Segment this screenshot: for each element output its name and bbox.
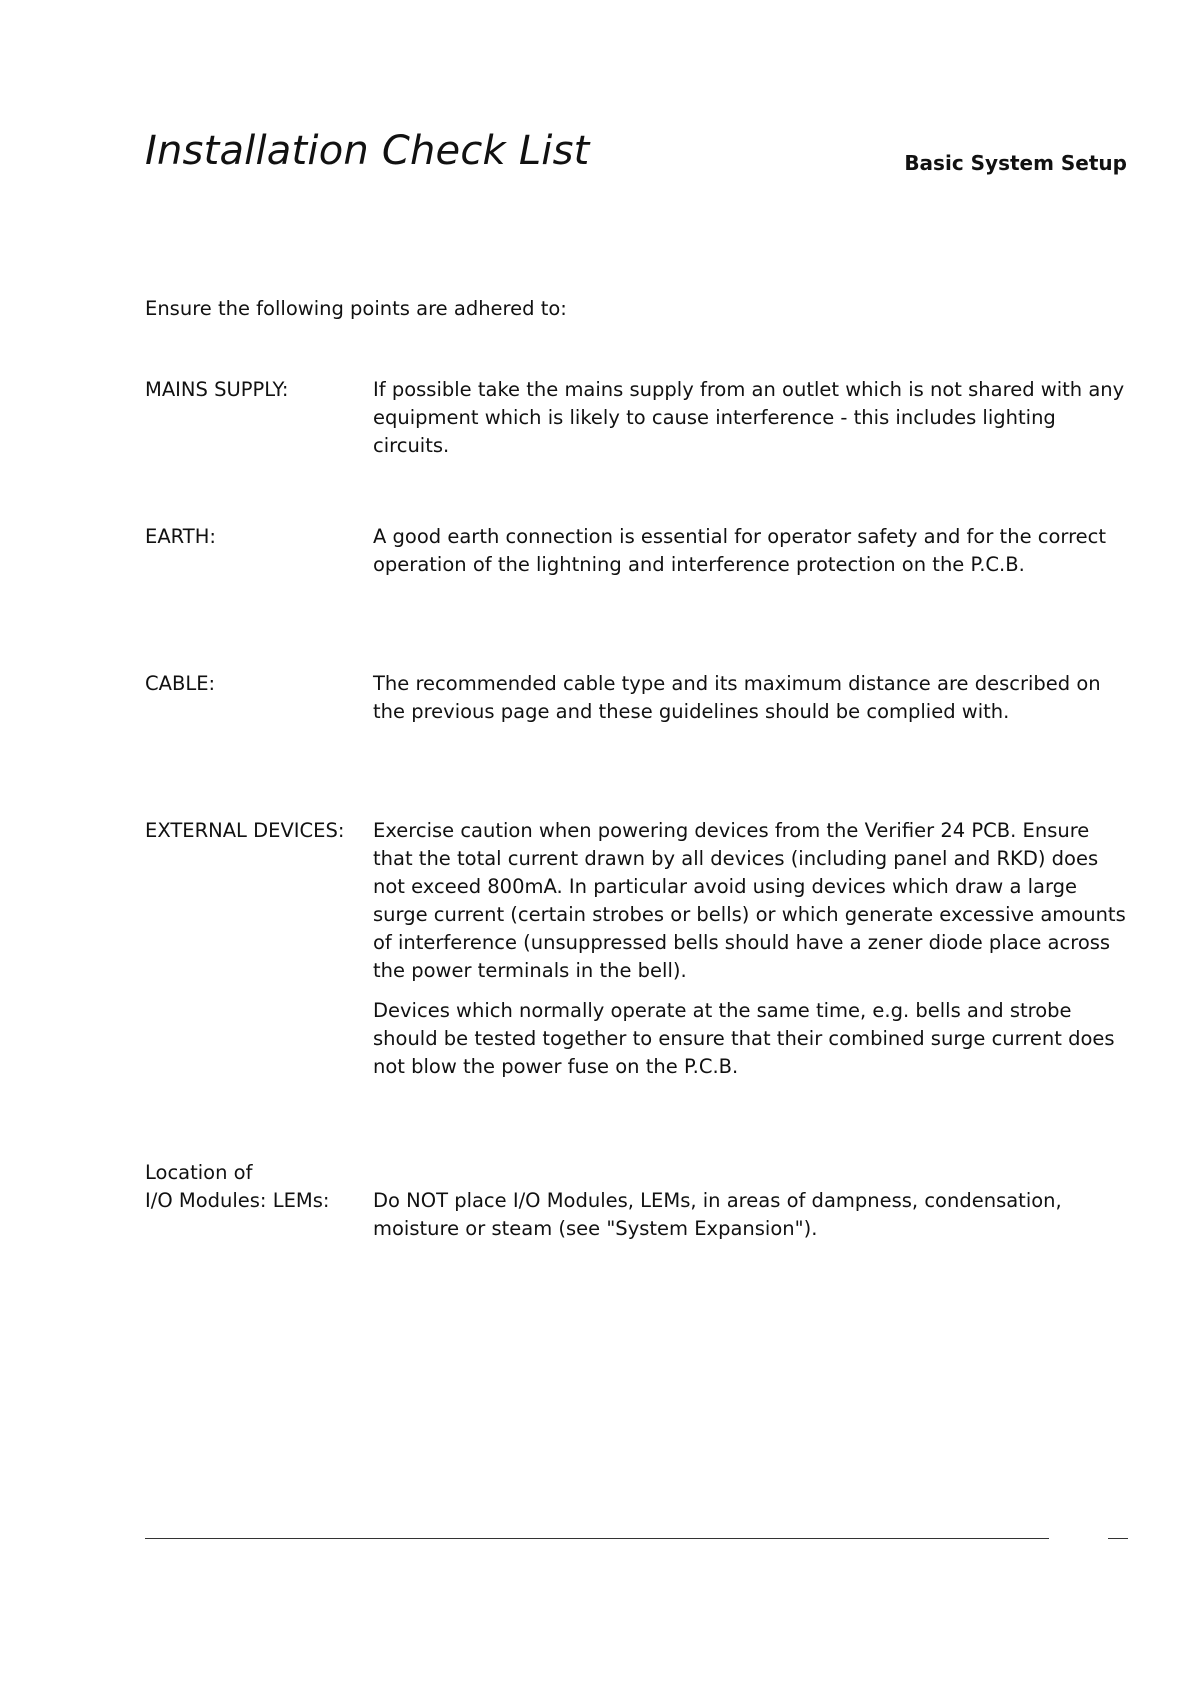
item-body — [373, 376, 1130, 460]
item-paragraph: A good earth connection is essential for operator safety and for the correct operation of the lightning and interference protection on the P.C.B. — [373, 525, 1107, 576]
item-label-line: Location of — [145, 1161, 253, 1184]
item-paragraph: Do NOT place I/O Modules, LEMs, in areas of dampness, condensation, moisture or steam (see "System Expansion"). — [373, 1189, 1062, 1240]
item-paragraph: Devices which normally operate at the same time, e.g. bells and strobe should be tested together to ensure that their combined surge current does not blow the power fuse on the P.C.B. — [373, 999, 1115, 1078]
footer-divider — [145, 1538, 1049, 1539]
item-label: EXTERNAL DEVICES: — [145, 819, 345, 842]
item-label-line: I/O Modules: LEMs: — [145, 1189, 330, 1212]
item-label — [145, 1159, 373, 1243]
section-title: Basic System Setup — [904, 151, 1127, 175]
item-label: MAINS SUPPLY: — [145, 378, 289, 401]
checklist-item-location — [145, 1159, 1130, 1243]
checklist-item-mains-supply — [145, 376, 1130, 460]
item-body — [373, 817, 1130, 1081]
checklist-item-earth — [145, 523, 1130, 579]
item-label: EARTH: — [145, 525, 216, 548]
item-body — [373, 1159, 1130, 1243]
item-label: CABLE: — [145, 672, 216, 695]
page-title: Installation Check List — [145, 128, 590, 174]
checklist-item-cable — [145, 670, 1130, 726]
item-paragraph: Exercise caution when powering devices from the Verifier 24 PCB. Ensure that the total current drawn by all devices (including panel and RKD) does not exceed 800mA. In particular avoid using devices which draw a large surge current (certain strobes or bells) or which generate excessive amounts of interference (unsuppressed bells should have a zener diode place across the power terminals in the bell). — [373, 819, 1126, 982]
item-paragraph: If possible take the mains supply from an outlet which is not shared with any equipment which is likely to cause interference - this includes lighting circuits. — [373, 378, 1125, 457]
item-paragraph: The recommended cable type and its maximum distance are described on the previous page and these guidelines should be complied with. — [373, 672, 1101, 723]
item-body — [373, 523, 1130, 579]
footer-page-mark — [1108, 1538, 1128, 1539]
intro-text: Ensure the following points are adhered to: — [145, 297, 567, 320]
item-body — [373, 670, 1130, 726]
checklist-item-external-devices — [145, 817, 1130, 1081]
